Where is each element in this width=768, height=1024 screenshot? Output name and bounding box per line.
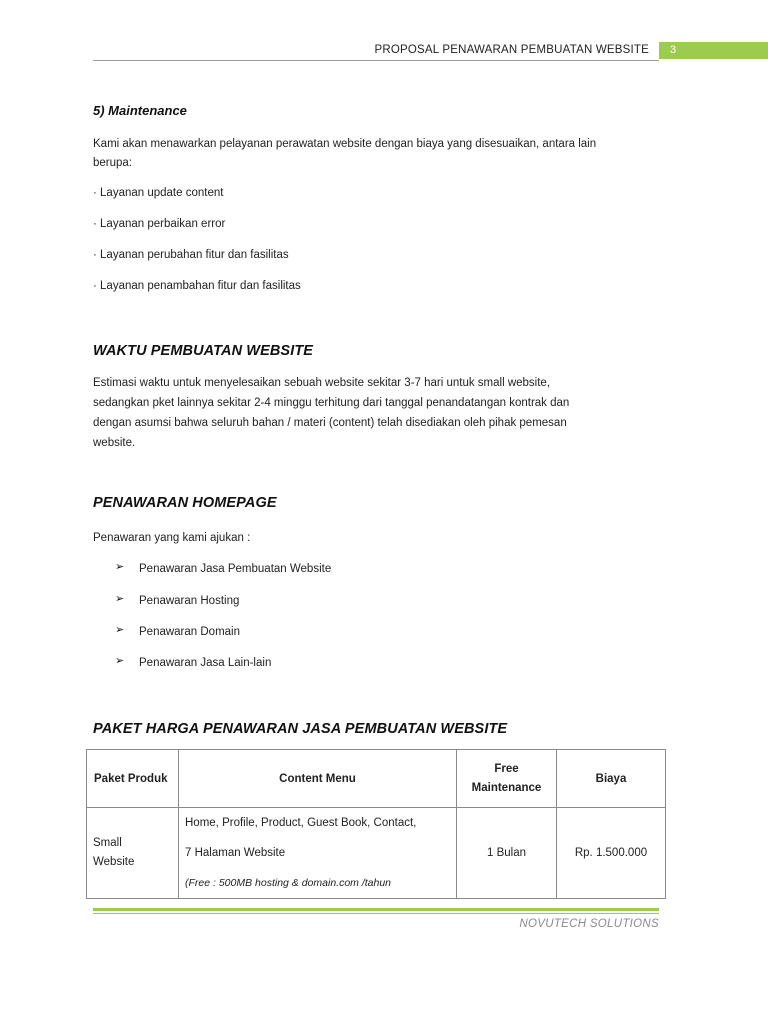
paket-heading: PAKET HARGA PENAWARAN JASA PEMBUATAN WEBSITE	[93, 721, 508, 737]
maintenance-heading: 5) Maintenance	[93, 103, 187, 118]
waktu-heading: WAKTU PEMBUATAN WEBSITE	[93, 343, 314, 359]
homepage-item: Penawaran Hosting	[139, 595, 240, 607]
content-menu-line-3: (Free : 500MB hosting & domain.com /tahun	[185, 877, 392, 889]
produk-line-2: Website	[93, 856, 135, 868]
arrow-bullet-icon: ➢	[115, 561, 125, 573]
running-header-title: PROPOSAL PENAWARAN PEMBUATAN WEBSITE	[374, 44, 649, 56]
waktu-paragraph-line: Estimasi waktu untuk menyelesaikan sebuah website sekitar 3-7 hari untuk small website,	[93, 377, 551, 389]
column-header-content-menu: Content Menu	[179, 750, 457, 808]
waktu-paragraph-line: sedangkan pket lainnya sekitar 2-4 minggu terhitung dari tanggal penandatangan kontrak dan	[93, 397, 570, 409]
maintenance-cell: 1 Bulan	[457, 808, 557, 899]
maintenance-item: · Layanan perbaikan error	[93, 218, 226, 230]
homepage-item: Penawaran Jasa Lain-lain	[139, 657, 272, 669]
column-header-biaya: Biaya	[557, 750, 666, 808]
footer-divider	[93, 908, 659, 911]
paket-produk-cell	[87, 808, 179, 899]
arrow-bullet-icon: ➢	[115, 655, 125, 667]
maintenance-item: · Layanan penambahan fitur dan fasilitas	[93, 280, 301, 292]
arrow-bullet-icon: ➢	[115, 593, 125, 605]
homepage-intro: Penawaran yang kami ajukan :	[93, 532, 251, 544]
homepage-item: Penawaran Domain	[139, 626, 241, 638]
content-menu-line-1: Home, Profile, Product, Guest Book, Contact,	[185, 817, 417, 829]
free-maintenance-line-1: Free	[494, 762, 519, 775]
page-number: 3	[670, 44, 677, 56]
homepage-heading: PENAWARAN HOMEPAGE	[93, 495, 277, 511]
arrow-bullet-icon: ➢	[115, 624, 125, 636]
header-divider	[93, 60, 659, 61]
homepage-item: Penawaran Jasa Pembuatan Website	[139, 563, 332, 575]
free-maintenance-line-2: Maintenance	[471, 781, 542, 794]
content-menu-cell	[179, 808, 457, 899]
maintenance-item: · Layanan update content	[93, 187, 224, 199]
footer-company-name: NOVUTECH SOLUTIONS	[519, 918, 659, 930]
maintenance-intro-line-1: Kami akan menawarkan pelayanan perawatan website dengan biaya yang disesuaikan, antara lain	[93, 138, 597, 150]
biaya-cell: Rp. 1.500.000	[557, 808, 666, 899]
column-header-free-maintenance	[457, 750, 557, 808]
produk-line-1: Small	[93, 837, 122, 849]
column-header-paket-produk: Paket Produk	[87, 750, 179, 808]
waktu-paragraph-line: dengan asumsi bahwa seluruh bahan / materi (content) telah disediakan oleh pihak pemesan	[93, 417, 567, 429]
footer-divider-thin	[93, 913, 659, 914]
waktu-paragraph-line: website.	[93, 437, 136, 449]
price-table	[86, 749, 666, 899]
content-menu-line-2: 7 Halaman Website	[185, 847, 286, 859]
table-row	[87, 808, 666, 899]
maintenance-item: · Layanan perubahan fitur dan fasilitas	[93, 249, 289, 261]
table-header-row	[87, 750, 666, 808]
maintenance-intro-line-2: berupa:	[93, 157, 133, 169]
